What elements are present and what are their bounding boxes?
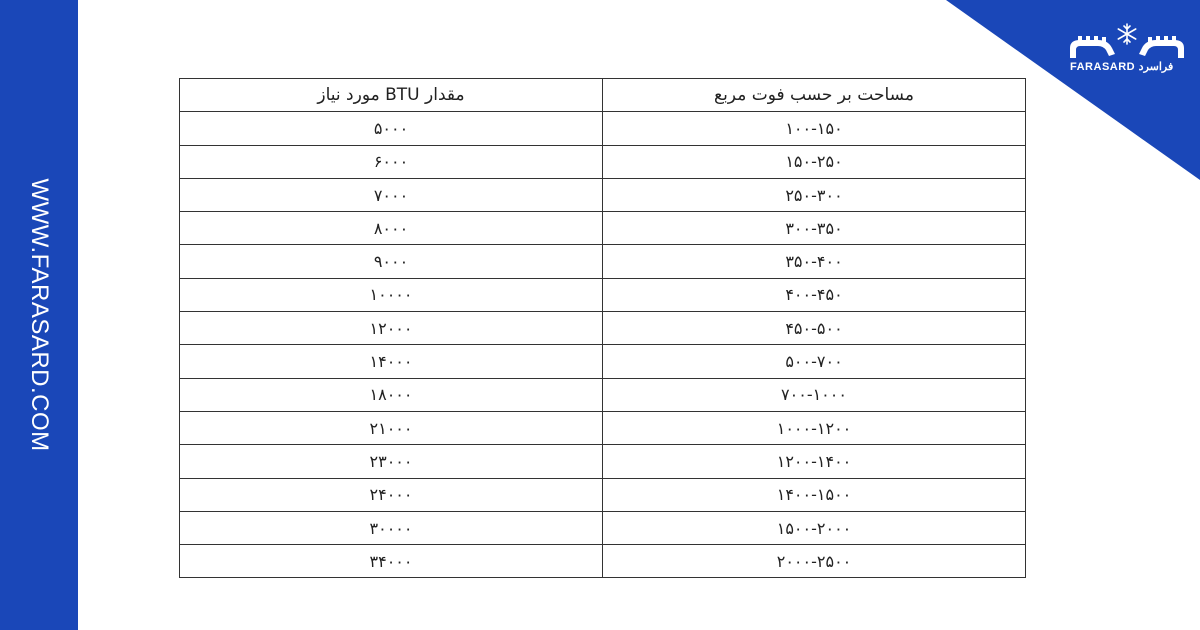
cell-btu: ۵۰۰۰ — [180, 112, 603, 145]
table-row — [180, 478, 1026, 511]
cell-btu: ۱۲۰۰۰ — [180, 312, 603, 345]
btu-table-container — [179, 78, 1026, 578]
cell-area: ۱۰۰۰-۱۲۰۰ — [603, 411, 1026, 444]
cell-area: ۴۰۰-۴۵۰ — [603, 278, 1026, 311]
cell-btu: ۳۰۰۰۰ — [180, 511, 603, 544]
logo-wordmark: FARASARD فراسرد — [1070, 61, 1174, 73]
table-row — [180, 178, 1026, 211]
cell-area: ۱۰۰-۱۵۰ — [603, 112, 1026, 145]
cell-btu: ۲۳۰۰۰ — [180, 445, 603, 478]
cell-area: ۱۵۰-۲۵۰ — [603, 145, 1026, 178]
cell-btu: ۳۴۰۰۰ — [180, 545, 603, 578]
cell-btu: ۲۴۰۰۰ — [180, 478, 603, 511]
btu-table — [179, 78, 1026, 578]
table-row — [180, 545, 1026, 578]
website-url: WWW.FARASARD.COM — [26, 178, 53, 452]
left-brand-band — [0, 0, 78, 630]
header-btu: مقدار BTU مورد نیاز — [180, 79, 603, 112]
cell-btu: ۹۰۰۰ — [180, 245, 603, 278]
table-row — [180, 312, 1026, 345]
cell-area: ۵۰۰-۷۰۰ — [603, 345, 1026, 378]
cell-btu: ۶۰۰۰ — [180, 145, 603, 178]
cell-area: ۳۰۰-۳۵۰ — [603, 212, 1026, 245]
cell-area: ۳۵۰-۴۰۰ — [603, 245, 1026, 278]
cell-btu: ۲۱۰۰۰ — [180, 411, 603, 444]
table-row — [180, 345, 1026, 378]
cell-btu: ۷۰۰۰ — [180, 178, 603, 211]
table-row — [180, 245, 1026, 278]
table-row — [180, 278, 1026, 311]
cell-area: ۲۰۰۰-۲۵۰۰ — [603, 545, 1026, 578]
table-row — [180, 378, 1026, 411]
table-header-row — [180, 79, 1026, 112]
table-row — [180, 145, 1026, 178]
cell-btu: ۸۰۰۰ — [180, 212, 603, 245]
table-row — [180, 511, 1026, 544]
cell-btu: ۱۸۰۰۰ — [180, 378, 603, 411]
table-row — [180, 411, 1026, 444]
cell-area: ۱۲۰۰-۱۴۰۰ — [603, 445, 1026, 478]
cell-btu: ۱۰۰۰۰ — [180, 278, 603, 311]
cell-area: ۴۵۰-۵۰۰ — [603, 312, 1026, 345]
cell-area: ۷۰۰-۱۰۰۰ — [603, 378, 1026, 411]
cell-btu: ۱۴۰۰۰ — [180, 345, 603, 378]
table-body — [180, 112, 1026, 578]
cell-area: ۱۴۰۰-۱۵۰۰ — [603, 478, 1026, 511]
cell-area: ۲۵۰-۳۰۰ — [603, 178, 1026, 211]
table-row — [180, 212, 1026, 245]
header-area: مساحت بر حسب فوت مربع — [603, 79, 1026, 112]
table-row — [180, 445, 1026, 478]
cell-area: ۱۵۰۰-۲۰۰۰ — [603, 511, 1026, 544]
table-row — [180, 112, 1026, 145]
